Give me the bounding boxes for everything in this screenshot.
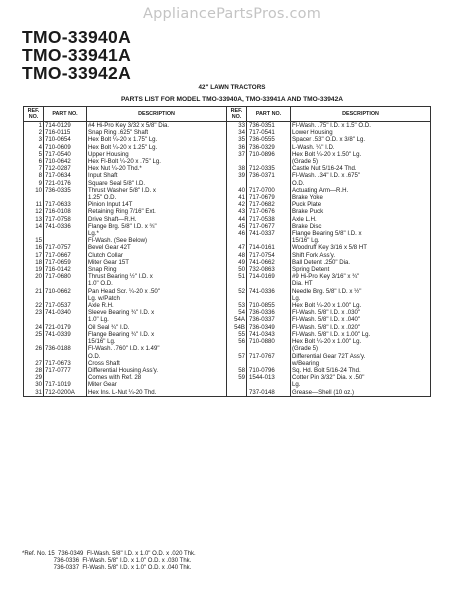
part-description: w/Bearing	[291, 360, 431, 367]
part-description: Cotter Pin 3/32" Dia. x .50"	[291, 374, 431, 381]
ref-number: 42	[227, 201, 247, 208]
part-description: Lg.*	[87, 230, 227, 237]
site-watermark: AppliancePartsPros.com	[142, 6, 322, 22]
table-row	[24, 252, 431, 259]
ref-number: 19	[24, 266, 44, 273]
ref-number: 13	[24, 216, 44, 223]
part-description: O.D.	[87, 353, 227, 360]
part-number	[44, 353, 87, 360]
part-description: Cross Shaft	[87, 360, 227, 367]
part-description: Pan Head Scr. ¼-20 x .50"	[87, 288, 227, 295]
ref-number: 7	[24, 165, 44, 172]
part-description: Actuating Arm—R.H.	[291, 187, 431, 194]
part-header: PART NO.	[44, 107, 87, 122]
table-row	[24, 223, 431, 230]
ref-number: 3	[24, 136, 44, 143]
part-description: Lg.	[291, 295, 431, 302]
ref-number: 21	[24, 288, 44, 295]
part-description: Ball Detent .250" Dia.	[291, 259, 431, 266]
ref-number: 15	[24, 237, 44, 244]
part-description: Flange Bearing 5/8" I.D. x	[291, 230, 431, 237]
part-description: Differential Gear 72T Ass'y.	[291, 353, 431, 360]
ref-number: 53	[227, 302, 247, 309]
table-row	[24, 122, 431, 130]
table-row	[24, 345, 431, 352]
part-number: 741-0336	[247, 288, 291, 295]
part-description: Upper Housing	[87, 151, 227, 158]
footnote-line: 736-0336 Fl-Wash. 5/8" I.D. x 1.0" O.D. x .030 Thk.	[22, 558, 192, 565]
ref-number	[227, 295, 247, 302]
part-number: 732-0863	[247, 266, 291, 273]
part-description: Woodruff Key 3/16 x 5/8 HT	[291, 244, 431, 251]
ref-number: 5	[24, 151, 44, 158]
part-number: 717-0659	[44, 259, 87, 266]
ref-number: 14	[24, 223, 44, 230]
part-number: 741-0662	[247, 259, 291, 266]
model-number: TMO-33941A	[22, 45, 132, 65]
table-row	[24, 360, 431, 367]
part-description: Brake Disc	[291, 223, 431, 230]
ref-number: 55	[227, 331, 247, 338]
part-description: Hex Nut ¼-20 Thd.*	[87, 165, 227, 172]
part-description: Fl-Wash. 5/8" I.D. x 1.00" Lg.	[291, 331, 431, 338]
part-number: 716-0142	[44, 266, 87, 273]
table-row	[24, 208, 431, 215]
part-number: 717-0700	[247, 187, 291, 194]
part-number: 716-0108	[44, 208, 87, 215]
part-description: L-Wash. ¼" I.D.	[291, 144, 431, 151]
part-description: Dia. HT	[291, 280, 431, 287]
part-description: Lower Housing	[291, 129, 431, 136]
part-number: 741-0343	[247, 331, 291, 338]
part-description: Hex Ins. L-Nut ¼-20 Thd.	[87, 389, 227, 397]
ref-number	[227, 389, 247, 397]
part-description: Thrust Washer 5/8" I.D. x	[87, 187, 227, 194]
part-number	[44, 280, 87, 287]
part-description: Clutch Collar	[87, 252, 227, 259]
part-number: 741-0339	[44, 331, 87, 338]
ref-number	[24, 280, 44, 287]
ref-number: 45	[227, 223, 247, 230]
part-description: Needle Brg. 5/8" I.D. x ½"	[291, 288, 431, 295]
part-number: 736-0335	[44, 187, 87, 194]
ref-number: 28	[24, 367, 44, 374]
part-number: 717-0633	[44, 201, 87, 208]
table-row	[24, 288, 431, 295]
part-number: 717-0767	[247, 353, 291, 360]
ref-number: 41	[227, 194, 247, 201]
part-number	[247, 280, 291, 287]
part-description: Fl-Wash. 5/8" I.D. x .040"	[291, 316, 431, 323]
table-row	[24, 151, 431, 158]
table-row	[24, 381, 431, 388]
part-number: 717-0682	[247, 201, 291, 208]
ref-number: 34	[227, 129, 247, 136]
ref-number: 4	[24, 144, 44, 151]
ref-number	[227, 280, 247, 287]
part-number: 712-0335	[247, 165, 291, 172]
ref-number: 18	[24, 259, 44, 266]
ref-number	[24, 338, 44, 345]
part-description: Flange Bearing ¾" I.D. x	[87, 331, 227, 338]
ref-number: 36	[227, 144, 247, 151]
ref-number: 33	[227, 122, 247, 130]
part-number: 714-0129	[44, 122, 87, 130]
part-number: 710-0896	[247, 151, 291, 158]
part-number: 717-0667	[44, 252, 87, 259]
part-description: Fl-Wash. 5/8" I.D. x .020"	[291, 324, 431, 331]
part-number: 1544-013	[247, 374, 291, 381]
table-row	[24, 187, 431, 194]
ref-number	[24, 353, 44, 360]
part-number: 736-0336	[247, 309, 291, 316]
part-number: 736-0337	[247, 316, 291, 323]
table-row	[24, 273, 431, 280]
part-number	[44, 295, 87, 302]
product-subtitle: 42" LAWN TRACTORS	[198, 84, 266, 91]
ref-number: 59	[227, 374, 247, 381]
part-number: 714-0161	[247, 244, 291, 251]
part-description: (Grade 5)	[291, 158, 431, 165]
ref-number: 54B	[227, 324, 247, 331]
model-number: TMO-33942A	[22, 63, 132, 83]
table-row	[24, 158, 431, 165]
ref-number: 9	[24, 180, 44, 187]
part-number	[44, 194, 87, 201]
table-row	[24, 295, 431, 302]
part-description: Comes with Ref. 28	[87, 374, 227, 381]
table-row	[24, 389, 431, 397]
part-number	[44, 230, 87, 237]
part-description: 1.0" Lg.	[87, 316, 227, 323]
ref-number	[24, 316, 44, 323]
part-number	[44, 374, 87, 381]
table-row	[24, 353, 431, 360]
ref-number: 37	[227, 151, 247, 158]
table-row	[24, 367, 431, 374]
part-number: 721-0176	[44, 180, 87, 187]
footnote-line: *Ref. No. 15 736-0349 Fl-Wash. 5/8" I.D. x 1.0" O.D. x .020 Thk.	[22, 551, 196, 557]
ref-number	[24, 295, 44, 302]
ref-header: REF. NO.	[227, 107, 247, 122]
ref-header: REF. NO.	[24, 107, 44, 122]
ref-number: 2	[24, 129, 44, 136]
part-number: 737-0148	[247, 389, 291, 397]
table-row	[24, 180, 431, 187]
part-number: 710-0855	[247, 302, 291, 309]
part-description: Brake Yoke	[291, 194, 431, 201]
ref-number	[24, 230, 44, 237]
ref-number: 17	[24, 252, 44, 259]
table-row	[24, 316, 431, 323]
part-number: 736-0329	[247, 144, 291, 151]
part-number: 716-0115	[44, 129, 87, 136]
part-number: 717-0758	[44, 216, 87, 223]
ref-number: 29	[24, 374, 44, 381]
ref-number: 43	[227, 208, 247, 215]
part-number	[44, 237, 87, 244]
part-number: 717-0537	[44, 302, 87, 309]
part-description: (Grade 5)	[291, 345, 431, 352]
part-description: Fl-Wash. .760" I.D. x 1.49"	[87, 345, 227, 352]
ref-number: 39	[227, 172, 247, 179]
part-number: 710-0642	[44, 158, 87, 165]
table-row	[24, 324, 431, 331]
ref-number: 25	[24, 331, 44, 338]
table-row	[24, 309, 431, 316]
part-description: Pinion Input 14T	[87, 201, 227, 208]
part-description: Sleeve Bearing ¾" I.D. x	[87, 309, 227, 316]
table-row	[24, 230, 431, 237]
part-description: Axle L.H.	[291, 216, 431, 223]
part-number	[44, 338, 87, 345]
description-header: DESCRIPTION	[87, 107, 227, 122]
part-number: 710-0654	[44, 136, 87, 143]
ref-number: 56	[227, 338, 247, 345]
part-number: 717-0634	[44, 172, 87, 179]
part-number: 741-0340	[44, 309, 87, 316]
ref-number: 40	[227, 187, 247, 194]
table-row	[24, 201, 431, 208]
ref-number: 23	[24, 309, 44, 316]
table-row	[24, 244, 431, 251]
model-number: TMO-33940A	[22, 27, 132, 47]
part-description: Lg. w/Patch	[87, 295, 227, 302]
table-row	[24, 374, 431, 381]
table-row	[24, 165, 431, 172]
ref-number: 16	[24, 244, 44, 251]
footnote-line: 736-0337 Fl-Wash. 5/8" I.D. x 1.0" O.D. x .040 Thk.	[22, 565, 192, 572]
ref-number: 11	[24, 201, 44, 208]
ref-number: 49	[227, 259, 247, 266]
part-number: 717-0679	[247, 194, 291, 201]
part-description: Fl-Wash. (See Below)	[87, 237, 227, 244]
part-description: O.D.	[291, 180, 431, 187]
ref-number: 54	[227, 309, 247, 316]
part-number: 717-0680	[44, 273, 87, 280]
part-number	[247, 345, 291, 352]
ref-number	[227, 360, 247, 367]
ref-number: 20	[24, 273, 44, 280]
part-description: Hex Bolt ¼-20 x 1.50" Lg.	[291, 151, 431, 158]
ref-number: 38	[227, 165, 247, 172]
part-description: Bevel Gear 42T	[87, 244, 227, 251]
description-header: DESCRIPTION	[291, 107, 431, 122]
ref-number: 6	[24, 158, 44, 165]
part-description: 15/16" Lg.	[87, 338, 227, 345]
ref-number	[227, 345, 247, 352]
parts-table	[23, 106, 431, 397]
part-number: 717-0676	[247, 208, 291, 215]
ref-number: 54A	[227, 316, 247, 323]
ref-number: 44	[227, 216, 247, 223]
part-number: 717-0754	[247, 252, 291, 259]
table-row	[24, 331, 431, 338]
part-description: Snap Ring .625" Shaft	[87, 129, 227, 136]
ref-number: 48	[227, 252, 247, 259]
parts-list-title: PARTS LIST FOR MODEL TMO-33940A, TMO-33941A AND TMO-33942A	[120, 96, 344, 103]
part-description: Axle R.H.	[87, 302, 227, 309]
ref-number: 58	[227, 367, 247, 374]
table-row	[24, 259, 431, 266]
part-description: Grease—Shell (10 oz.)	[291, 389, 431, 397]
ref-number	[24, 194, 44, 201]
part-description: Hex Bolt ¼-20 x 1.00" Lg.	[291, 338, 431, 345]
part-description: Castle Nut 5/16-24 Thd.	[291, 165, 431, 172]
parts-table-body	[24, 122, 431, 397]
table-header-row	[24, 107, 431, 122]
part-description: Shift Fork Ass'y.	[291, 252, 431, 259]
part-description: Input Shaft	[87, 172, 227, 179]
part-description: Snap Ring	[87, 266, 227, 273]
ref-number: 27	[24, 360, 44, 367]
part-description: Miter Gear 15T	[87, 259, 227, 266]
part-description: Miter Gear	[87, 381, 227, 388]
part-number	[44, 316, 87, 323]
ref-number: 51	[227, 273, 247, 280]
table-row	[24, 338, 431, 345]
table-row	[24, 172, 431, 179]
ref-number	[227, 158, 247, 165]
ref-number: 24	[24, 324, 44, 331]
ref-number: 10	[24, 187, 44, 194]
ref-number	[227, 237, 247, 244]
part-number: 714-0169	[247, 273, 291, 280]
part-description: #9 Hi-Pro Key 3/16" x ¾"	[291, 273, 431, 280]
part-number: 736-0188	[44, 345, 87, 352]
ref-number: 22	[24, 302, 44, 309]
part-number: 717-0757	[44, 244, 87, 251]
part-number: 710-0662	[44, 288, 87, 295]
part-description: Spring Detent	[291, 266, 431, 273]
ref-number: 31	[24, 389, 44, 397]
part-description: Fl-Wash. 5/8" I.D. x .030"	[291, 309, 431, 316]
part-number: 741-0336	[44, 223, 87, 230]
part-number	[247, 295, 291, 302]
table-row	[24, 237, 431, 244]
ref-number: 50	[227, 266, 247, 273]
part-description: Puck Plate	[291, 201, 431, 208]
part-number: 717-0540	[44, 151, 87, 158]
table-row	[24, 266, 431, 273]
part-number: 712-0287	[44, 165, 87, 172]
part-number	[247, 180, 291, 187]
part-description: Thrust Bearing ½" I.D. x	[87, 273, 227, 280]
part-description: Square Seal 5/8" I.D.	[87, 180, 227, 187]
ref-number: 26	[24, 345, 44, 352]
part-description: Differential Housing Ass'y.	[87, 367, 227, 374]
part-number: 736-0351	[247, 122, 291, 130]
part-description: Hex Bolt ¼-20 x 1.75" Lg.	[87, 136, 227, 143]
part-number: 710-0609	[44, 144, 87, 151]
part-number: 736-0371	[247, 172, 291, 179]
table-row	[24, 302, 431, 309]
table-row	[24, 129, 431, 136]
part-description: Flange Brg. 5/8" I.D. x ¾"	[87, 223, 227, 230]
part-number: 717-0541	[247, 129, 291, 136]
part-number: 710-0796	[247, 367, 291, 374]
part-description: 1.25" O.D.	[87, 194, 227, 201]
part-description: 15/16" Lg.	[291, 237, 431, 244]
model-numbers	[22, 28, 131, 82]
part-number: 712-0200A	[44, 389, 87, 397]
part-description: Spacer .53" O.D. x 3/8" Lg.	[291, 136, 431, 143]
part-number	[247, 237, 291, 244]
table-row	[24, 216, 431, 223]
footnote	[22, 551, 196, 573]
part-number: 721-0179	[44, 324, 87, 331]
ref-number: 30	[24, 381, 44, 388]
part-description: Retaining Ring 7/16" Ext.	[87, 208, 227, 215]
table-row	[24, 280, 431, 287]
part-description: Hex Bolt ¼-20 x 1.25" Lg.	[87, 144, 227, 151]
ref-number: 8	[24, 172, 44, 179]
part-number: 741-0337	[247, 230, 291, 237]
ref-number: 12	[24, 208, 44, 215]
ref-number: 35	[227, 136, 247, 143]
part-description: Lg.	[291, 381, 431, 388]
part-description: Fl-Wash. .34" I.D. x .675"	[291, 172, 431, 179]
part-description: Fl-Wash. .75" I.D. x 1.5" O.D.	[291, 122, 431, 130]
part-description: Sq. Hd. Bolt 5/16-24 Thd.	[291, 367, 431, 374]
part-number	[247, 158, 291, 165]
part-description: Brake Puck	[291, 208, 431, 215]
part-description: Oil Seal ¾" I.D.	[87, 324, 227, 331]
ref-number: 52	[227, 288, 247, 295]
part-description: Drive Shaft—R.H.	[87, 216, 227, 223]
ref-number	[227, 381, 247, 388]
part-description: 1.0" O.D.	[87, 280, 227, 287]
ref-number: 57	[227, 353, 247, 360]
ref-number: 46	[227, 230, 247, 237]
part-number: 717-0677	[247, 223, 291, 230]
table-row	[24, 144, 431, 151]
part-number	[247, 360, 291, 367]
table-row	[24, 194, 431, 201]
part-number: 736-0349	[247, 324, 291, 331]
part-number: 736-0555	[247, 136, 291, 143]
part-number: 717-0673	[44, 360, 87, 367]
ref-number: 47	[227, 244, 247, 251]
part-number: 717-0538	[247, 216, 291, 223]
part-header: PART NO.	[247, 107, 291, 122]
ref-number	[227, 180, 247, 187]
part-number: 717-1019	[44, 381, 87, 388]
part-description: #4 Hi-Pro Key 3/32 x 5/8" Dia.	[87, 122, 227, 130]
table-row	[24, 136, 431, 143]
part-number	[247, 381, 291, 388]
ref-number: 1	[24, 122, 44, 130]
part-number: 717-0777	[44, 367, 87, 374]
part-description: Hex Fl-Bolt ¼-20 x .75" Lg.	[87, 158, 227, 165]
part-number: 710-0880	[247, 338, 291, 345]
part-description: Hex Bolt ¼-20 x 1.00" Lg.	[291, 302, 431, 309]
